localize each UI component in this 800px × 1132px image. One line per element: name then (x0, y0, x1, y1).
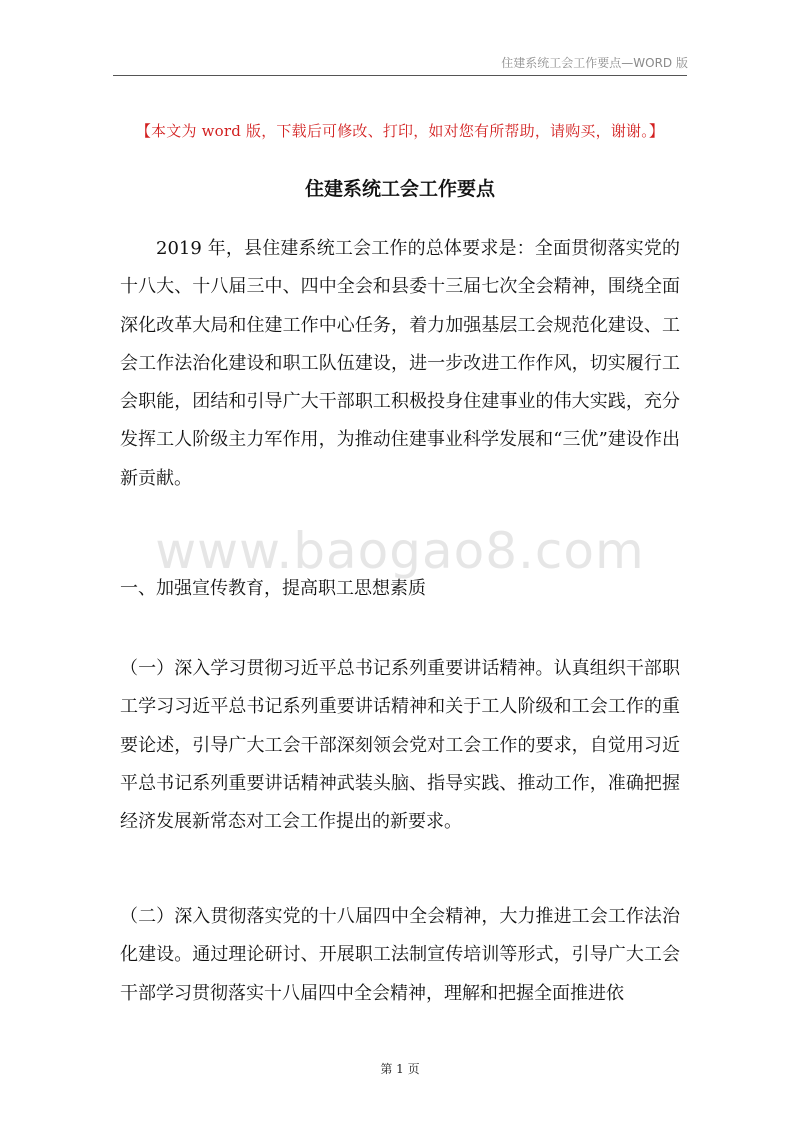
section-heading-1: 一、加强宣传教育，提高职工思想素质 (120, 578, 426, 599)
paragraph-item-1: （一）深入学习贯彻习近平总书记系列重要讲话精神。认真组织干部职工学习习近平总书记系列重要讲话精神和关于工人阶级和工会工作的重要论述，引导广大工会干部深刻领会党对工会工作的要求，自觉用习近平总书记系列重要讲话精神武装头脑、指导实践、推动工作，准确把握经济发展新常态对工会工作提出的新要求。 (120, 658, 680, 833)
running-header: 住建系统工会工作要点—WORD 版 (501, 56, 688, 70)
purchase-notice: 【本文为 word 版，下载后可修改、打印，如对您有所帮助，请购买，谢谢。】 (135, 122, 665, 140)
header-divider (113, 75, 687, 76)
document-title: 住建系统工会工作要点 (304, 178, 495, 200)
paragraph-item-2: （二）深入贯彻落实党的十八届四中全会精神，大力推进工会工作法治化建设。通过理论研讨、开展职工法制宣传培训等形式，引导广大工会干部学习贯彻落实十八届四中全会精神，理解和把握全面推进依 (120, 906, 680, 1004)
watermark: www.baogao8.com (155, 522, 645, 580)
page-number: 第 1 页 (380, 1062, 420, 1076)
intro-paragraph: 2019 年，县住建系统工会工作的总体要求是：全面贯彻落实党的十八大、十八届三中、四中全会和县委十三届七次全会精神，围绕全面深化改革大局和住建工作中心任务，着力加强基层工会规范化建设、工会工作法治化建设和职工队伍建设，进一步改进工作作风，切实履行工会职能，团结和引导广大干部职工积极投身住建事业的伟大实践，充分发挥工人阶级主力军作用，为推动住建事业科学发展和“三优”建设作出新贡献。 (120, 238, 680, 489)
